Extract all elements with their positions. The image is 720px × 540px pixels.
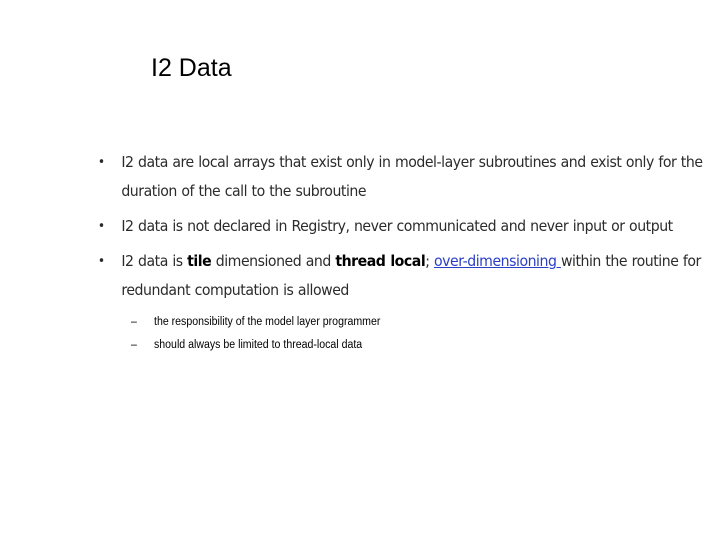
sub-bullet-text: should always be limited to thread-local data [154, 339, 363, 351]
bullet-icon: • [97, 155, 105, 170]
sub-bullet-item [131, 334, 380, 357]
dash-icon: – [131, 316, 137, 328]
bullet-text: I2 data are local arrays that exist only in model-layer subroutines and exist only for the duration of the call to the subroutine [121, 153, 703, 200]
bold-term-thread-local: thread local [335, 252, 426, 270]
dash-icon: – [131, 339, 137, 351]
bullet-text-part: ; [425, 252, 434, 270]
bold-term-tile: tile [187, 252, 212, 270]
bullet-item [95, 148, 704, 206]
bullet-list [95, 148, 703, 305]
bullet-text-part: dimensioned and [211, 252, 336, 270]
bullet-text-part: I2 data is [121, 252, 188, 270]
over-dimensioning-link[interactable]: over-dimensioning [433, 252, 561, 270]
sub-bullet-item [131, 311, 380, 334]
slide-title: I2 Data [151, 54, 232, 82]
bullet-item [95, 247, 704, 305]
bullet-icon: • [97, 219, 105, 234]
bullet-text-part: within the routine for redundant computation is allowed [121, 252, 701, 299]
sub-bullet-text: the responsibility of the model layer programmer [154, 316, 381, 328]
bullet-text: I2 data is not declared in Registry, never communicated and never input or output [121, 217, 673, 235]
bullet-item [95, 212, 704, 241]
bullet-icon: • [97, 254, 105, 269]
sub-bullet-list [131, 311, 402, 357]
